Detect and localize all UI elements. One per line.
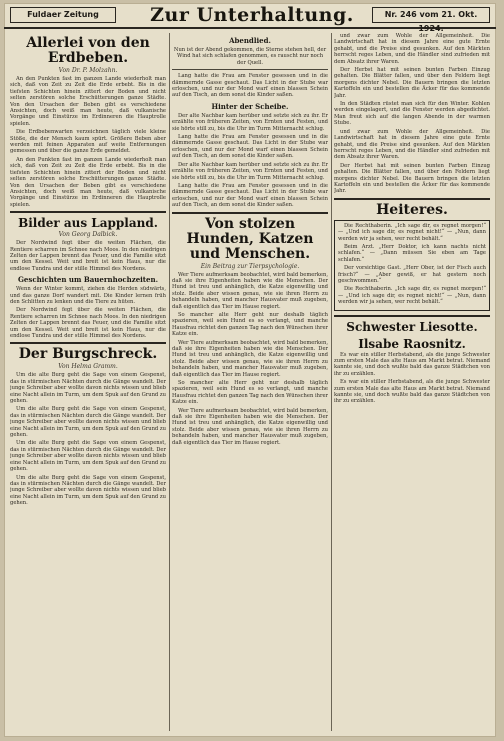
article-paragraph: Wenn der Winter kommt, ziehen die Herden südwärts, und das ganze Dorf wandert mit. Die Kinder lernen früh den Schlitten zu lenken und die Tiere zu hüten. [10, 286, 166, 305]
article-paragraph: Lang hatte die Frau am Fenster gesessen und in die dämmernde Gasse geschaut. Das Licht in der Stube war erloschen, und nur der Mond warf einen blassen Schein auf den Tisch, an dem sonst die Kinder saßen. [172, 73, 328, 99]
article-subheading: Hinter der Scheibe. [211, 101, 289, 111]
article-paragraph: Lang hatte die Frau am Fenster gesessen und in die dämmernde Gasse geschaut. Das Licht in der Stube war erloschen, und nur der Mond warf einen blassen Schein auf den Tisch, an dem sonst die Kinder saßen. [172, 134, 328, 160]
article-heading: Bilder aus Lappland. [18, 216, 158, 231]
article-paragraph: Wer Tiere aufmerksam beobachtet, wird bald bemerken, daß sie ihre Eigenheiten haben wie die Menschen. Der Hund ist treu und anhänglich, die Katze eigenwillig und stolz. Beide aber wissen genau, wie sie ihren Herrn zu behandeln haben, und mancher Hausvater muß zugeben, daß eigentlich das Tier im Hause regiert. [172, 339, 328, 378]
section-rule [10, 342, 166, 344]
issue-number-box: Nr. 246 vom 21. Okt. 1924. [372, 7, 490, 23]
article-paragraph: Es war ein stiller Herbstabend, als die junge Schwester zum ersten Male das alte Haus am Markt betrat. Niemand kannte sie, und doch wußte bald das ganze Städtchen von ihr zu erzählen. [334, 351, 490, 377]
article-paragraph: Der alte Nachbar kam herüber und setzte sich zu ihr. Er erzählte von früheren Zeiten, von Ernten und Festen, und sie hörte still zu, bis die Uhr im Turm Mitternacht schlug. [172, 112, 328, 132]
article-paragraph: Der Nordwind fegt über die weiten Flächen, die Rentiere scharren im Schnee nach Moos. In den niedrigen Zelten der Lappen brennt das Feuer, und die Familie sitzt um den Kessel. Weit und breit ist kein Haus, nur die endlose Tundra und der stille Himmel des Nordens. [10, 307, 166, 339]
article-paragraph: In den Städten rüstet man sich für den Winter. Kohlen werden eingelagert, und die Fenster werden abgedichtet. Man freut sich auf die langen Abende in der warmen Stube. [334, 101, 490, 127]
serial-author: Ilsabe Raosnitz. [358, 336, 466, 351]
article-heading: Der Burgschreck. [18, 346, 158, 363]
article-paragraph: Um die alte Burg geht die Sage von einem Gespenst, das in stürmischen Nächten durch die Gänge wandelt. Der junge Schreiber aber wollte davon nichts wissen und blieb eine Nacht allein im Turm, um dem Spuk auf den Grund zu gehen. [10, 406, 166, 439]
article-byline: Von Georg Dalbick. [58, 231, 118, 239]
article-paragraph: So mancher alte Herr geht nur deshalb täglich spazieren, weil sein Hund es so verlangt, und manche Hausfrau richtet den ganzen Tag nach den Wünschen ihrer Katze ein. [172, 311, 328, 338]
column-divider [169, 33, 170, 731]
article-paragraph: Um die alte Burg geht die Sage von einem Gespenst, das in stürmischen Nächten durch die Gänge wandelt. Der junge Schreiber aber wollte davon nichts wissen und blieb eine Nacht allein im Turm, um dem Spuk auf den Grund zu gehen. [10, 474, 166, 507]
column-middle [172, 33, 328, 731]
article-paragraph: Wer Tiere aufmerksam beobachtet, wird bald bemerken, daß sie ihre Eigenheiten haben wie die Menschen. Der Hund ist treu und anhänglich, die Katze eigenwillig und stolz. Beide aber wissen genau, wie sie ihren Herrn zu behandeln haben, und mancher Hausvater muß zugeben, daß eigentlich das Tier im Hause regiert. [172, 271, 328, 310]
article-paragraph: Der alte Nachbar kam herüber und setzte sich zu ihr. Er erzählte von früheren Zeiten, von Ernten und Festen, und sie hörte still zu, bis die Uhr im Turm Mitternacht schlug. [172, 161, 328, 181]
section-title: Zur Unterhaltung. [150, 4, 354, 26]
column-right [334, 33, 490, 731]
joke-paragraph: Die Rechthaberin. „Ich sage dir, es regnet morgen!“ — „Und ich sage dir, es regnet nicht!“ — „Nun, dann werden wir ja sehen, wer recht behält.“ [338, 286, 486, 306]
article-paragraph: Um die alte Burg geht die Sage von einem Gespenst, das in stürmischen Nächten durch die Gänge wandelt. Der junge Schreiber aber wollte davon nichts wissen und blieb eine Nacht allein im Turm, um dem Spuk auf den Grund zu gehen. [10, 440, 166, 473]
article-byline: Von Dr. P. Molzahn. [58, 67, 118, 74]
joke-paragraph: Beim Arzt. „Herr Doktor, ich kann nachts nicht schlafen.“ — „Dann müssen Sie eben am Tage schlafen.“ [338, 243, 486, 263]
serial-heading: Schwester Liesotte. [346, 319, 478, 334]
jokes-box [334, 220, 490, 311]
section-rule [10, 211, 166, 213]
newspaper-page [4, 3, 496, 737]
article-heading: Von stolzen Hunden, Katzen und Menschen. [186, 215, 314, 262]
column-divider [331, 33, 332, 731]
section-rule [172, 212, 328, 214]
column-left [10, 33, 166, 731]
joke-paragraph: Die Rechthaberin. „Ich sage dir, es regnet morgen!“ — „Und ich sage dir, es regnet nicht!“ — „Nun, dann werden wir ja sehen, wer recht behält.“ [338, 222, 486, 242]
joke-paragraph: Der vorsichtige Gast. „Herr Ober, ist der Fisch auch frisch?“ — „Aber gewiß, er hat gestern noch geschwommen.“ [338, 265, 486, 284]
article-paragraph: Lang hatte die Frau am Fenster gesessen und in die dämmernde Gasse geschaut. Das Licht in der Stube war erloschen, und nur der Mond warf einen blassen Schein auf den Tisch, an dem sonst die Kinder saßen. [172, 182, 328, 209]
poem-title: Abendlied. [229, 36, 271, 45]
article-byline: Von Helma Gramm. [58, 363, 118, 371]
article-paragraph: Der Nordwind fegt über die weiten Flächen, die Rentiere scharren im Schnee nach Moos. In den niedrigen Zelten der Lappen brennt das Feuer, und die Familie sitzt um den Kessel. Weit und breit ist kein Haus, nur die endlose Tundra und der stille Himmel des Nordens. [10, 240, 166, 272]
article-paragraph: So mancher alte Herr geht nur deshalb täglich spazieren, weil sein Hund es so verlangt, und manche Hausfrau richtet den ganzen Tag nach den Wünschen ihrer Katze ein. [172, 380, 328, 406]
article-paragraph: und zwar zum Wohle der Allgemeinheit. Die Landwirtschaft hat in diesem Jahre eine gute Ernte gehabt, und die Preise sind gesunken. Auf den Märkten herrscht reges Leben, und die Händler sind zufrieden mit dem Absatz ihrer Waren. [334, 128, 490, 161]
article-paragraph: Der Herbst hat mit seinen bunten Farben Einzug gehalten. Die Blätter fallen, und über den Feldern liegt morgens dichter Nebel. Die Bauern bringen die letzten Kartoffeln ein und bestellen die Äcker für das kommende Jahr. [334, 67, 490, 99]
article-heading: Heiteres. [376, 201, 448, 218]
article-paragraph: An den Punkten fast im ganzen Lande wiederholt man sich, daß von Zeit zu Zeit die Erde erbebt. Bis in die tiefsten Schichten hinein zittert der Boden und nicht selten zerstören solche Erschütterungen ganze Städte. Von den Ursachen der Beben gibt es verschiedene Ansichten, doch weiß man heute, daß vulkanische Vorgänge und Einstürze im Erdinneren die Hauptrolle spielen. [10, 76, 166, 127]
article-paragraph: An den Punkten fast im ganzen Lande wiederholt man sich, daß von Zeit zu Zeit die Erde erbebt. Bis in die tiefsten Schichten hinein zittert der Boden und nicht selten zerstören solche Erschütterungen ganze Städte. Von den Ursachen der Beben gibt es verschiedene Ansichten, doch weiß man heute, daß vulkanische Vorgänge und Einstürze im Erdinneren die Hauptrolle spielen. [10, 156, 166, 208]
newspaper-name-box: Fuldaer Zeitung [10, 7, 116, 23]
section-rule [172, 69, 328, 70]
article-byline: Ein Beitrag zur Tierpsychologie. [200, 262, 300, 270]
article-subheading: Geschichten um Bauernhochzeiten. [17, 275, 159, 285]
article-heading: Allerlei von den Erdbeben. [26, 35, 150, 66]
article-paragraph: und zwar zum Wohle der Allgemeinheit. Die Landwirtschaft hat in diesem Jahre eine gute Ernte gehabt, und die Preise sind gesunken. Auf den Märkten herrscht reges Leben, und die Händler sind zufrieden mit dem Absatz ihrer Waren. [334, 33, 490, 65]
section-rule [334, 198, 490, 200]
article-paragraph: Der Herbst hat mit seinen bunten Farben Einzug gehalten. Die Blätter fallen, und über den Feldern liegt morgens dichter Nebel. Die Bauern bringen die letzten Kartoffeln ein und bestellen die Äcker für das kommende Jahr. [334, 162, 490, 195]
section-rule [334, 315, 490, 317]
masthead [4, 3, 496, 33]
article-paragraph: Die Erdbebenwarten verzeichnen täglich viele kleine Stöße, die der Mensch kaum spürt. Größere Beben aber werden mit feinen Apparaten auf weite Entfernungen gemessen und über die ganze Erde gemeldet. [10, 129, 166, 155]
article-paragraph: Um die alte Burg geht die Sage von einem Gespenst, das in stürmischen Nächten durch die Gänge wandelt. Der junge Schreiber aber wollte davon nichts wissen und blieb eine Nacht allein im Turm, um dem Spuk auf den Grund zu gehen. [10, 372, 166, 405]
article-paragraph: Wer Tiere aufmerksam beobachtet, wird bald bemerken, daß sie ihre Eigenheiten haben wie die Menschen. Der Hund ist treu und anhänglich, die Katze eigenwillig und stolz. Beide aber wissen genau, wie sie ihren Herrn zu behandeln haben, und mancher Hausvater muß zugeben, daß eigentlich das Tier im Hause regiert. [172, 407, 328, 446]
article-paragraph: Es war ein stiller Herbstabend, als die junge Schwester zum ersten Male das alte Haus am Markt betrat. Niemand kannte sie, und doch wußte bald das ganze Städtchen von ihr zu erzählen. [334, 379, 490, 405]
poem-text: Nun ist der Abend gekommen, die Sterne stehen hell, der Wind hat sich schlafen genommen, es rauscht nur noch der Quell. [173, 47, 327, 66]
